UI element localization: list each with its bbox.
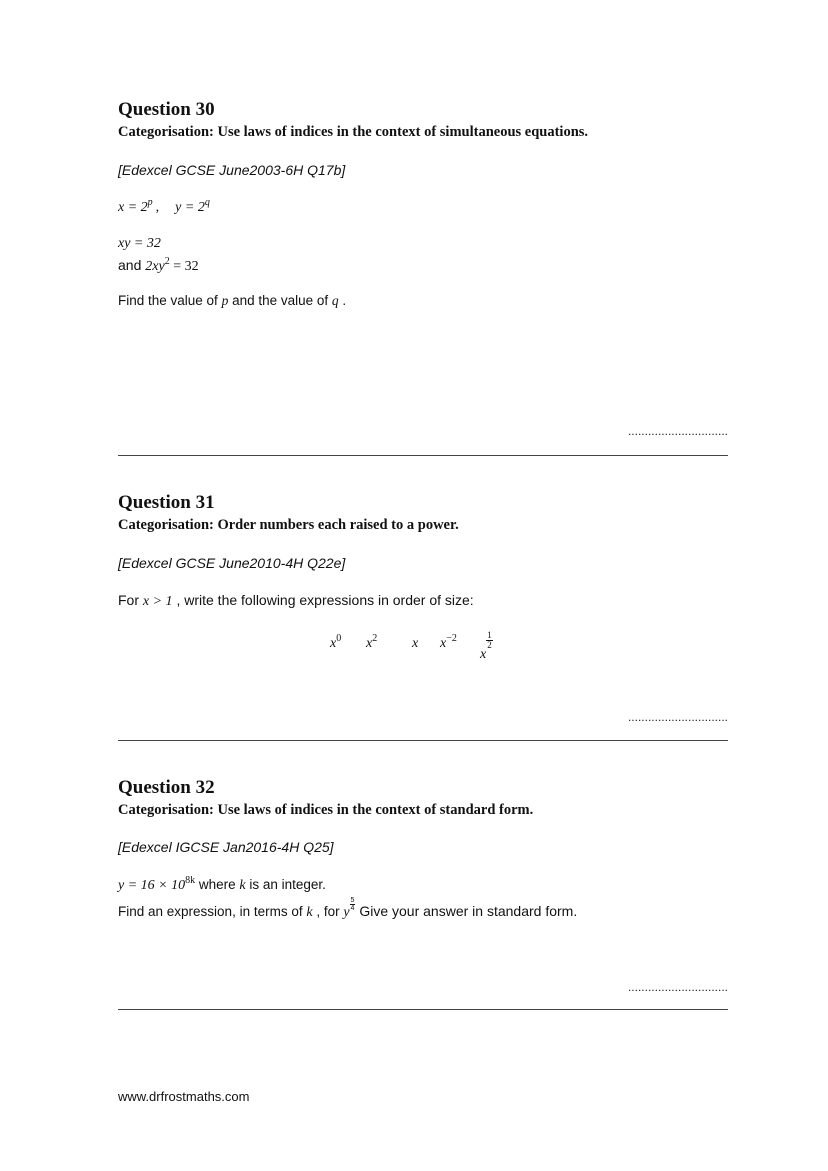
expression-x: x (412, 636, 419, 651)
question-category: Categorisation: Order numbers each raised to a power. (118, 517, 459, 533)
question-title: Question 31 (118, 492, 215, 513)
answer-line[interactable]: .............................. (627, 710, 728, 724)
divider (118, 455, 728, 456)
given-equations: $x = 2^p$ , $y = 2^q$ (118, 197, 210, 215)
divider (118, 1009, 728, 1010)
question-31 (118, 492, 728, 744)
expression-x-half: x $\frac{1}{2}$ (480, 630, 492, 662)
equation-1: xy = 32 (118, 236, 161, 251)
answer-line[interactable]: .............................. (627, 424, 728, 438)
question-task: Find an expression, in terms of k , for y $\frac{5}{4}$ Give your answer in standard form. (118, 897, 578, 920)
question-source: [Edexcel GCSE June2003-6H Q17b] (118, 162, 346, 178)
expression-x-minus-2: $x^{-2}$ (440, 633, 457, 651)
divider (118, 740, 728, 741)
question-title: Question 30 (118, 99, 215, 120)
given-equation: $y = 16 \times 10^{8k}$ where k is an integer. (118, 875, 326, 893)
question-source: [Edexcel IGCSE Jan2016-4H Q25] (118, 839, 334, 855)
expression-x0: $x^0$ (330, 633, 342, 651)
footer-website: www.drfrostmaths.com (118, 1089, 250, 1104)
question-30 (118, 99, 728, 459)
question-source: [Edexcel GCSE June2010-4H Q22e] (118, 555, 346, 571)
question-task: For x > 1 , write the following expressions in order of size: (118, 592, 474, 609)
question-title: Question 32 (118, 777, 215, 798)
question-task: Find the value of p and the value of q . (118, 293, 347, 308)
question-category: Categorisation: Use laws of indices in the context of simultaneous equations. (118, 124, 589, 140)
question-32 (118, 777, 728, 1017)
equation-2: and $2xy^2 = 32$ (118, 256, 199, 274)
question-category: Categorisation: Use laws of indices in the context of standard form. (118, 802, 534, 818)
answer-line[interactable]: .............................. (627, 980, 728, 994)
expression-x2: $x^2$ (366, 633, 378, 651)
